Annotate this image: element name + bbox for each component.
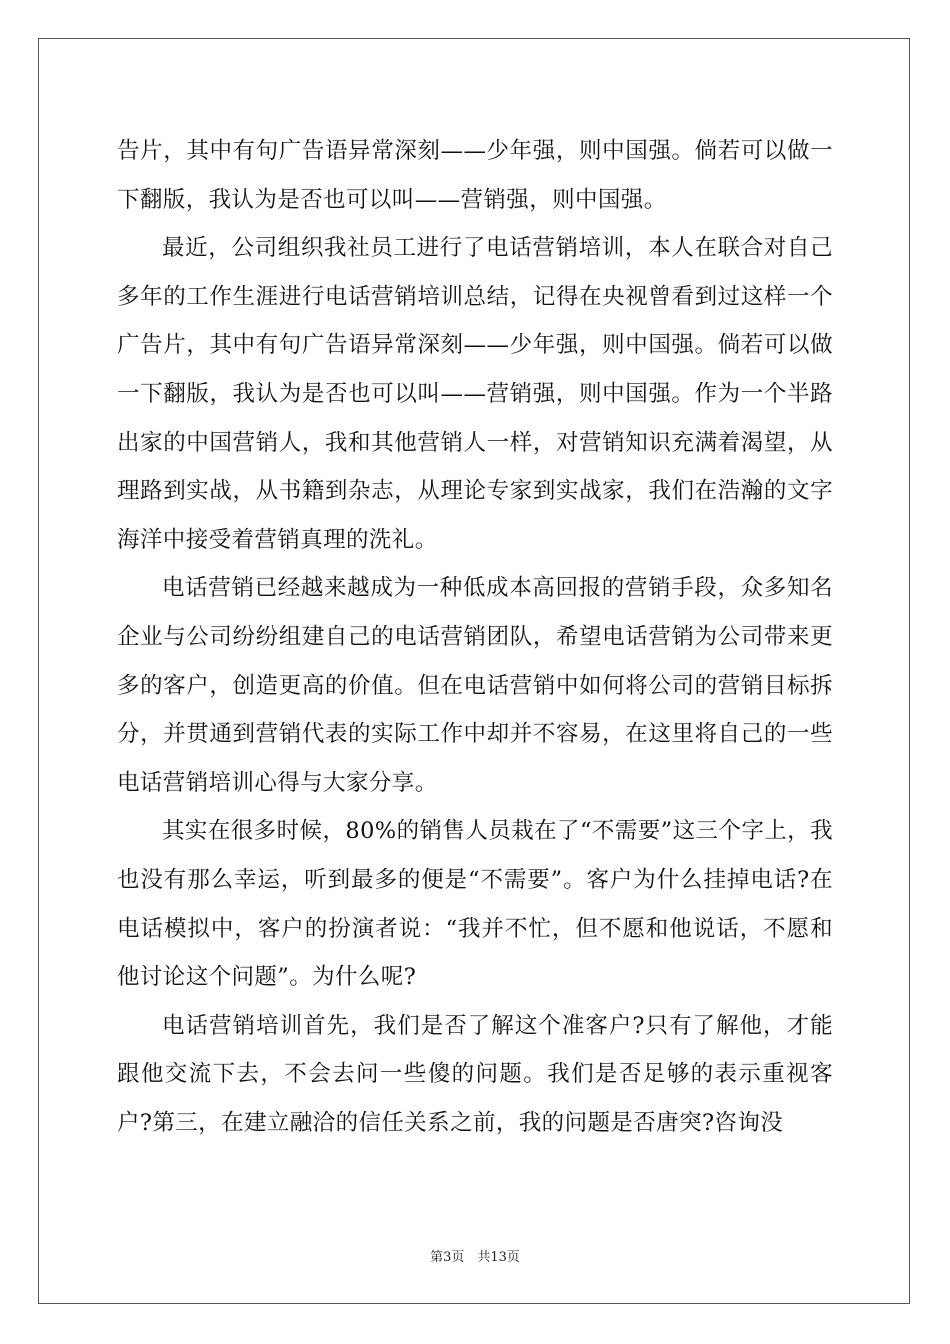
paragraph-5: 电话营销培训首先，我们是否了解这个准客户?只有了解他，才能跟他交流下去，不会去问一些傻的问题。我们是否足够的表示重视客户?第三，在建立融洽的信任关系之前，我的问题是否唐突?咨询没 — [117, 1012, 833, 1136]
paragraph-1: 告片，其中有句广告语异常深刻——少年强，则中国强。倘若可以做一下翻版，我认为是否也可以叫——营销强，则中国强。 — [117, 138, 833, 213]
paragraph-4: 其实在很多时候，80%的销售人员栽在了“不需要”这三个字上，我也没有那么幸运，听到最多的便是“不需要”。客户为什么挂掉电话?在电话模拟中，客户的扮演者说：“我并不忙，但不愿和他说话，不愿和他讨论这个问题”。为什么呢? — [117, 818, 833, 991]
document-body — [117, 127, 833, 1147]
paragraph-3: 电话营销已经越来越成为一种低成本高回报的营销手段，众多知名企业与公司纷纷组建自己的电话营销团队，希望电话营销为公司带来更多的客户，创造更高的价值。但在电话营销中如何将公司的营销目标拆分，并贯通到营销代表的实际工作中却并不容易，在这里将自己的一些电话营销培训心得与大家分享。 — [117, 575, 833, 796]
page-number-footer: 第3页 共13页 — [430, 1250, 520, 1265]
paragraph-2: 最近，公司组织我社员工进行了电话营销培训，本人在联合对自己多年的工作生涯进行电话营销培训总结，记得在央视曾看到过这样一个广告片，其中有句广告语异常深刻——少年强，则中国强。倘若可以做一下翻版，我认为是否也可以叫——营销强，则中国强。作为一个半路出家的中国营销人，我和其他营销人一样，对营销知识充满着渴望，从理路到实战，从书籍到杂志，从理论专家到实战家，我们在浩瀚的文字海洋中接受着营销真理的洗礼。 — [117, 235, 833, 553]
